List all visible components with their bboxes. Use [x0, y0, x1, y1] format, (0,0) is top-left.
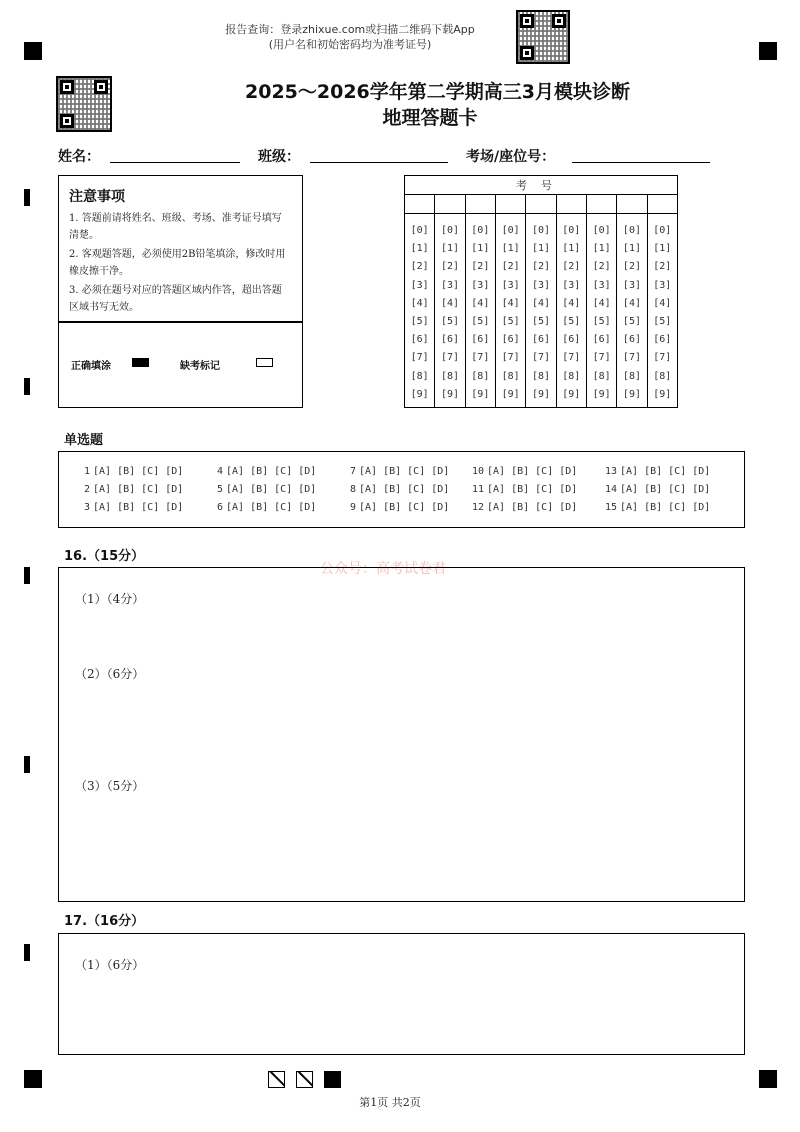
- side-mark: [24, 756, 30, 773]
- exam-number-bubble[interactable]: [0]: [562, 225, 581, 236]
- exam-number-bubble[interactable]: [5]: [531, 316, 550, 328]
- notice-item-3: 3. 必须在题号对应的答题区域内作答，超出答题区域书写无效。: [69, 285, 282, 313]
- room-seat-label: 考场/座位号：: [466, 149, 556, 165]
- room-seat-field[interactable]: [572, 162, 710, 163]
- single-choice-item: [604, 499, 710, 517]
- side-mark: [24, 567, 30, 584]
- single-choice-column: [604, 463, 710, 517]
- watermark: 公众号：高考试卷君: [320, 561, 446, 577]
- exam-number-bubble[interactable]: [3]: [440, 279, 460, 291]
- exam-number-bubble[interactable]: [7]: [622, 352, 641, 364]
- side-mark: [24, 189, 30, 206]
- page-mark-hatched: [296, 1071, 313, 1088]
- report-query-note: [0, 22, 700, 52]
- exam-number-bubble[interactable]: [8]: [501, 370, 520, 382]
- exam-number-write-cell[interactable]: [587, 195, 617, 213]
- exam-number-bubble[interactable]: [1]: [622, 243, 641, 255]
- exam-number-bubble[interactable]: [3]: [410, 279, 429, 291]
- exam-number-bubble[interactable]: [9]: [622, 388, 641, 400]
- answer-bubbles[interactable]: [A] [B] [C] [D]: [359, 484, 450, 495]
- exam-number-bubble[interactable]: [8]: [622, 370, 641, 382]
- report-query-line: 报告查询：登录zhixue.com或扫描二维码下载App: [225, 23, 475, 36]
- exam-number-bubble[interactable]: [6]: [471, 334, 490, 346]
- exam-number-bubble[interactable]: [6]: [531, 334, 550, 346]
- page-mark-hatched: [268, 1071, 285, 1088]
- single-choice-item: [604, 463, 710, 481]
- exam-number-write-cell[interactable]: [405, 195, 435, 213]
- page-mark-solid: [324, 1071, 341, 1088]
- exam-number-bubble[interactable]: [0]: [653, 225, 672, 236]
- exam-number-grid: [404, 175, 678, 408]
- answer-bubbles[interactable]: [A] [B] [C] [D]: [620, 466, 711, 477]
- name-field[interactable]: [110, 162, 240, 163]
- single-choice-item: [77, 499, 183, 517]
- class-field[interactable]: [310, 162, 448, 163]
- exam-number-bubble[interactable]: [9]: [410, 388, 429, 400]
- question-number: 5: [216, 484, 223, 495]
- q16-part-1: （1）（4分）: [75, 592, 145, 606]
- timing-mark-top-right: [759, 42, 777, 60]
- answer-bubbles[interactable]: [A] [B] [C] [D]: [226, 502, 317, 513]
- side-mark: [24, 944, 30, 961]
- exam-number-bubble[interactable]: [1]: [440, 243, 460, 255]
- exam-number-bubble[interactable]: [7]: [531, 352, 550, 364]
- q16-part-3: （3）（5分）: [75, 779, 145, 793]
- single-choice-column: [210, 463, 316, 517]
- question-number: 1: [83, 466, 90, 477]
- exam-number-bubble[interactable]: [9]: [592, 388, 611, 400]
- exam-number-write-cell[interactable]: [648, 195, 677, 213]
- single-choice-item: [210, 463, 316, 481]
- exam-number-bubble[interactable]: [9]: [653, 388, 672, 400]
- answer-bubbles[interactable]: [A] [B] [C] [D]: [487, 466, 578, 477]
- exam-number-bubble[interactable]: [2]: [440, 261, 460, 273]
- exam-number-bubble[interactable]: [6]: [653, 334, 672, 346]
- exam-number-bubble[interactable]: [7]: [410, 352, 429, 364]
- notice-item-1: 1. 答题前请将姓名、班级、考场、准考证号填写清楚。: [69, 213, 282, 241]
- exam-number-bubble[interactable]: [3]: [622, 279, 641, 291]
- notice-box: [58, 175, 303, 408]
- q16-part-2: （2）（6分）: [75, 667, 145, 681]
- question-number: 7: [349, 466, 356, 477]
- exam-number-bubble[interactable]: [5]: [471, 316, 490, 328]
- exam-number-bubble[interactable]: [0]: [501, 225, 520, 236]
- answer-bubbles[interactable]: [A] [B] [C] [D]: [93, 466, 184, 477]
- exam-number-bubble[interactable]: [9]: [440, 388, 460, 400]
- question-number: 9: [349, 502, 356, 513]
- exam-number-bubble[interactable]: [9]: [562, 388, 581, 400]
- exam-number-write-cell[interactable]: [435, 195, 465, 213]
- exam-number-bubble[interactable]: [0]: [622, 225, 641, 236]
- single-choice-item: [343, 499, 449, 517]
- exam-number-bubble[interactable]: [9]: [471, 388, 490, 400]
- single-choice-label: 单选题: [64, 433, 104, 448]
- exam-number-bubble[interactable]: [3]: [501, 279, 520, 291]
- timing-mark-bottom-left: [24, 1070, 42, 1088]
- exam-number-bubble[interactable]: [2]: [501, 261, 520, 273]
- exam-number-bubble[interactable]: [8]: [592, 370, 611, 382]
- q16-answer-area[interactable]: [58, 567, 745, 902]
- question-number: 3: [83, 502, 90, 513]
- question-number: 6: [216, 502, 223, 513]
- exam-number-bubble[interactable]: [2]: [471, 261, 490, 273]
- exam-number-bubble[interactable]: [4]: [622, 297, 641, 309]
- exam-number-bubble[interactable]: [9]: [531, 388, 550, 400]
- exam-number-bubble[interactable]: [1]: [410, 243, 429, 255]
- answer-bubbles[interactable]: [A] [B] [C] [D]: [620, 502, 711, 513]
- exam-number-column: [526, 214, 556, 407]
- exam-number-bubble[interactable]: [4]: [410, 297, 429, 309]
- exam-number-column: [587, 214, 617, 407]
- timing-mark-bottom-right: [759, 1070, 777, 1088]
- exam-number-bubble[interactable]: [4]: [562, 297, 581, 309]
- side-mark: [24, 378, 30, 395]
- exam-number-bubble[interactable]: [0]: [440, 225, 460, 236]
- exam-number-column: [617, 214, 647, 407]
- exam-number-bubble[interactable]: [3]: [531, 279, 550, 291]
- single-choice-item: [77, 481, 183, 499]
- exam-number-bubble[interactable]: [8]: [531, 370, 550, 382]
- single-choice-box: [58, 451, 745, 528]
- class-label: 班级：: [258, 149, 300, 165]
- answer-bubbles[interactable]: [A] [B] [C] [D]: [487, 484, 578, 495]
- exam-number-column: [648, 214, 677, 407]
- exam-number-bubble[interactable]: [6]: [592, 334, 611, 346]
- exam-number-bubble[interactable]: [1]: [592, 243, 611, 255]
- single-choice-item: [471, 499, 577, 517]
- question-number: 10: [471, 466, 484, 477]
- exam-number-bubble[interactable]: [6]: [562, 334, 581, 346]
- exam-number-write-cell[interactable]: [466, 195, 496, 213]
- question-number: 4: [216, 466, 223, 477]
- q16-label: 16.（15分）: [64, 549, 145, 564]
- single-choice-item: [77, 463, 183, 481]
- exam-number-bubble[interactable]: [4]: [653, 297, 672, 309]
- exam-number-bubble[interactable]: [2]: [562, 261, 581, 273]
- exam-title: 2025～2026学年第二学期高三3月模块诊断: [245, 81, 630, 103]
- single-choice-item: [471, 481, 577, 499]
- page-number: 第1页 共2页: [359, 1096, 421, 1109]
- exam-number-bubble[interactable]: [8]: [653, 370, 672, 382]
- exam-number-bubble[interactable]: [7]: [592, 352, 611, 364]
- exam-number-write-cell[interactable]: [617, 195, 647, 213]
- exam-number-write-row: [405, 195, 677, 214]
- answer-bubbles[interactable]: [A] [B] [C] [D]: [93, 484, 184, 495]
- single-choice-column: [343, 463, 449, 517]
- exam-number-bubble-columns: [405, 214, 677, 407]
- exam-number-column: [557, 214, 587, 407]
- exam-number-bubble[interactable]: [0]: [410, 225, 429, 236]
- notice-divider: [59, 321, 302, 323]
- single-choice-item: [471, 463, 577, 481]
- absent-mark-box[interactable]: [256, 358, 273, 367]
- q17-part-1: （1）（6分）: [75, 958, 145, 972]
- exam-number-bubble[interactable]: [6]: [440, 334, 460, 346]
- exam-number-bubble[interactable]: [2]: [410, 261, 429, 273]
- question-number: 14: [604, 484, 617, 495]
- exam-number-bubble[interactable]: [1]: [531, 243, 550, 255]
- exam-number-column: [405, 214, 435, 407]
- exam-number-bubble[interactable]: [6]: [410, 334, 429, 346]
- exam-number-bubble[interactable]: [5]: [440, 316, 460, 328]
- notice-title: 注意事项: [69, 189, 125, 205]
- exam-number-bubble[interactable]: [0]: [592, 225, 611, 236]
- exam-number-bubble[interactable]: [7]: [653, 352, 672, 364]
- exam-number-bubble[interactable]: [8]: [562, 370, 581, 382]
- exam-number-bubble[interactable]: [8]: [471, 370, 490, 382]
- exam-number-bubble[interactable]: [7]: [471, 352, 490, 364]
- question-number: 11: [471, 484, 484, 495]
- exam-number-bubble[interactable]: [1]: [562, 243, 581, 255]
- sheet-subtitle: 地理答题卡: [382, 107, 478, 129]
- exam-number-bubble[interactable]: [4]: [531, 297, 550, 309]
- exam-number-bubble[interactable]: [5]: [592, 316, 611, 328]
- exam-number-bubble[interactable]: [1]: [471, 243, 490, 255]
- answer-bubbles[interactable]: [A] [B] [C] [D]: [359, 466, 450, 477]
- exam-number-bubble[interactable]: [5]: [501, 316, 520, 328]
- notice-item-2: 2. 客观题答题，必须使用2B铅笔填涂，修改时用橡皮擦干净。: [69, 249, 286, 277]
- exam-number-column: [435, 214, 465, 407]
- exam-number-bubble[interactable]: [3]: [562, 279, 581, 291]
- exam-number-bubble[interactable]: [7]: [440, 352, 460, 364]
- exam-number-bubble[interactable]: [7]: [501, 352, 520, 364]
- answer-bubbles[interactable]: [A] [B] [C] [D]: [226, 484, 317, 495]
- exam-number-bubble[interactable]: [6]: [501, 334, 520, 346]
- exam-number-bubble[interactable]: [1]: [501, 243, 520, 255]
- single-choice-column: [77, 463, 183, 517]
- exam-number-bubble[interactable]: [6]: [622, 334, 641, 346]
- single-choice-item: [210, 481, 316, 499]
- exam-number-bubble[interactable]: [3]: [471, 279, 490, 291]
- exam-number-bubble[interactable]: [8]: [410, 370, 429, 382]
- exam-number-bubble[interactable]: [7]: [562, 352, 581, 364]
- exam-number-bubble[interactable]: [5]: [562, 316, 581, 328]
- answer-bubbles[interactable]: [A] [B] [C] [D]: [620, 484, 711, 495]
- q17-answer-area[interactable]: [58, 933, 745, 1055]
- exam-number-bubble[interactable]: [3]: [592, 279, 611, 291]
- exam-number-write-cell[interactable]: [557, 195, 587, 213]
- question-number: 13: [604, 466, 617, 477]
- app-qr-code[interactable]: [516, 10, 570, 64]
- answer-bubbles[interactable]: [A] [B] [C] [D]: [359, 502, 450, 513]
- exam-number-title: 考号: [405, 176, 677, 195]
- exam-number-bubble[interactable]: [0]: [531, 225, 550, 236]
- q17-label: 17.（16分）: [64, 914, 145, 929]
- exam-number-bubble[interactable]: [4]: [592, 297, 611, 309]
- answer-bubbles[interactable]: [A] [B] [C] [D]: [487, 502, 578, 513]
- exam-number-bubble[interactable]: [8]: [440, 370, 460, 382]
- single-choice-item: [343, 463, 449, 481]
- question-number: 12: [471, 502, 484, 513]
- exam-number-write-cell[interactable]: [496, 195, 526, 213]
- exam-number-bubble[interactable]: [5]: [410, 316, 429, 328]
- exam-number-bubble[interactable]: [0]: [471, 225, 490, 236]
- exam-number-column: [466, 214, 496, 407]
- exam-number-bubble[interactable]: [5]: [653, 316, 672, 328]
- exam-number-bubble[interactable]: [2]: [622, 261, 641, 273]
- single-choice-item: [210, 499, 316, 517]
- correct-fill-label: 正确填涂: [71, 361, 111, 372]
- exam-number-bubble[interactable]: [4]: [471, 297, 490, 309]
- absent-mark-label: 缺考标记: [180, 361, 220, 372]
- question-number: 15: [604, 502, 617, 513]
- question-number: 2: [83, 484, 90, 495]
- exam-number-bubble[interactable]: [1]: [653, 243, 672, 255]
- exam-number-bubble[interactable]: [9]: [501, 388, 520, 400]
- correct-fill-sample: [132, 358, 149, 367]
- exam-number-bubble[interactable]: [3]: [653, 279, 672, 291]
- exam-number-bubble[interactable]: [4]: [440, 297, 460, 309]
- answer-bubbles[interactable]: [A] [B] [C] [D]: [93, 502, 184, 513]
- single-choice-column: [471, 463, 577, 517]
- single-choice-item: [343, 481, 449, 499]
- single-choice-item: [604, 481, 710, 499]
- exam-number-bubble[interactable]: [2]: [531, 261, 550, 273]
- name-label: 姓名：: [58, 149, 100, 165]
- answer-bubbles[interactable]: [A] [B] [C] [D]: [226, 466, 317, 477]
- exam-number-bubble[interactable]: [4]: [501, 297, 520, 309]
- exam-number-column: [496, 214, 526, 407]
- question-number: 8: [349, 484, 356, 495]
- exam-number-bubble[interactable]: [2]: [592, 261, 611, 273]
- exam-number-write-cell[interactable]: [526, 195, 556, 213]
- exam-number-bubble[interactable]: [2]: [653, 261, 672, 273]
- exam-number-bubble[interactable]: [5]: [622, 316, 641, 328]
- report-query-credentials: (用户名和初始密码均为准考证号): [268, 38, 432, 51]
